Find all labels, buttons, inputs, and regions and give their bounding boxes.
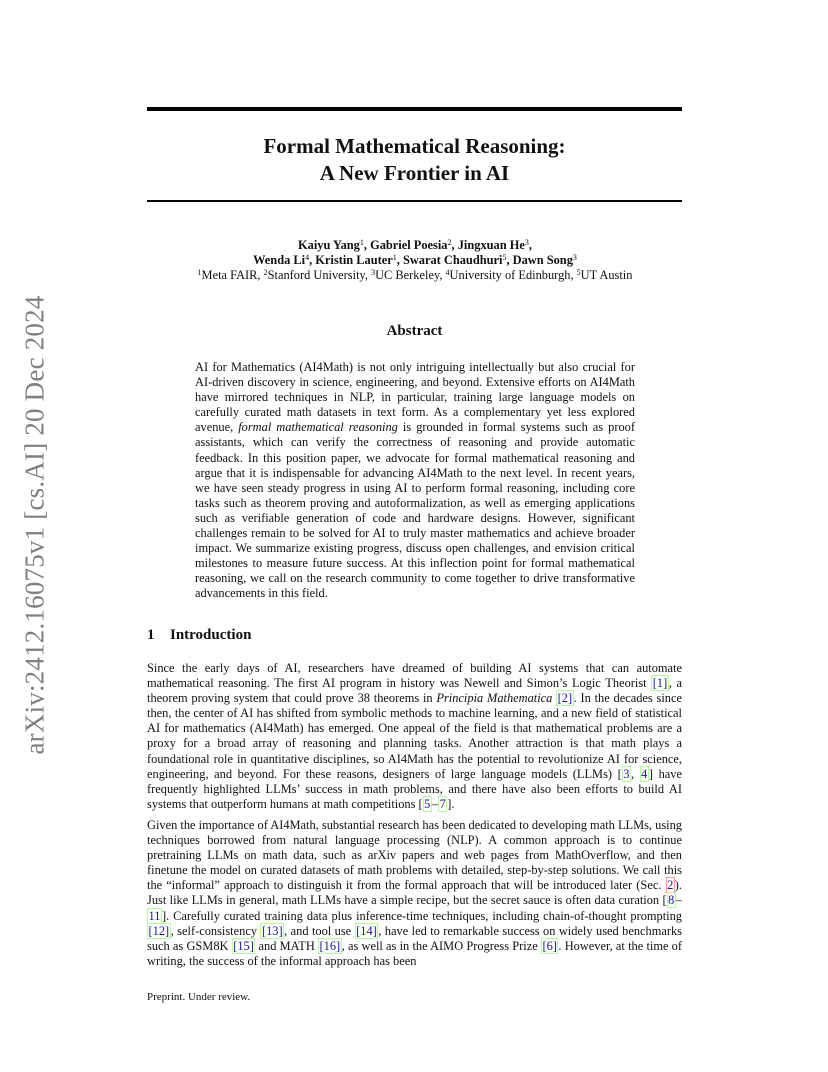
abstract-text [195,360,635,602]
citation-link[interactable]: 7 [439,796,446,811]
citation-link[interactable]: 11 [148,908,161,923]
author-affiliation-mark: 4 [305,253,310,262]
section-reference-link[interactable]: 2 [667,878,674,893]
paragraph-text: . However, at the time of writing, the success of the informal approach has been [147,938,682,968]
section-number: 1 [147,627,155,643]
citation-link[interactable]: 8 [668,893,675,908]
author-affiliation-mark: 3 [524,238,529,247]
affiliation-line [120,268,710,283]
paragraph-text: , as well as in the AIMO Progress Prize [341,938,541,953]
paragraph-text: and MATH [255,938,318,953]
citation-link[interactable]: [16] [319,938,341,953]
author-name: Wenda Li [253,253,306,267]
paragraph-text: ] have frequently highlighted LLMs’ success in math problems, and there have also been efforts to build AI systems that outperform humans at math competitions [ [147,766,682,811]
paragraph-text: ]. [447,796,455,811]
paragraph-text: – [431,796,439,811]
affiliation-name: Meta FAIR [201,268,258,282]
paragraph-text: Given the importance of AI4Math, substantial research has been dedicated to developing math LLMs, using techniques borrowed from natural language processing (NLP). A common approach is to continue pretraining LLMs on math data, such as arXiv papers and web pages from MathOverflow, and then finetune the model on curated datasets of math problems with detailed, step-by-step solutions. We call this the “informal” approach to distinguish it from the formal approach that will be introduced later (Sec. [147,818,682,893]
affiliation-name: University of Edinburgh [449,268,571,282]
citation-link[interactable]: [13] [261,923,283,938]
author-affiliation-mark: 1 [392,253,397,262]
author-name: Kristin Lauter [315,253,393,267]
paragraph-text: – [675,893,682,908]
paragraph-text: ]. Carefully curated training data plus inference-time techniques, including chain-of-thought prompting [161,908,682,923]
title-line-1: Formal Mathematical Reasoning: [263,134,566,158]
author-name: Gabriel Poesia [370,238,448,252]
citation-link[interactable]: 4 [641,766,648,781]
paragraph-text: Since the early days of AI, researchers have dreamed of building AI systems that can automate mathematical reasoning. The first AI program in history was Newell and Simon’s Logic Theorist [147,661,682,691]
affiliation-name: UT Austin [580,268,633,282]
citation-link[interactable]: [15] [233,938,254,953]
paragraph-text: . In the decades since then, the center of AI has shifted from symbolic methods to machine learning, and a new field of statistical AI for mathematics (AI4Math) has emerged. One appeal of the field is that mathematical problems are a proxy for a broad array of reasoning and planning tasks. Another attraction is that math plays a foundational role in quantitative disciplines, so AI4Math has the potential to revolutionize AI for science, engineering, and beyond. For these reasons, designers of large language models (LLMs) [ [147,691,682,781]
author-separator: , [451,238,458,252]
paragraph-text: , a theorem proving system that could prove 38 theorems in [147,676,682,706]
section-title: Introduction [170,627,252,643]
paragraph-text: , have led to remarkable success on widely used benchmarks such as GSM8K [147,923,683,953]
title-bottom-rule [147,200,682,202]
author-line-2 [120,253,710,268]
author-separator: , [506,253,513,267]
author-separator: , [528,238,532,252]
citation-link[interactable]: [2] [557,691,573,706]
author-name: Jingxuan He [457,238,525,252]
author-affiliation-mark: 3 [572,253,577,262]
affiliation-number: 2 [263,268,268,277]
arxiv-identifier-text: arXiv:2412.16075v1 [cs.AI] 20 Dec 2024 [19,295,50,755]
author-affiliation-mark: 1 [359,238,364,247]
affiliation-separator: , [439,268,446,282]
title-top-rule [147,107,682,111]
paper-title [147,133,682,187]
affiliation-number: 4 [445,268,450,277]
abstract-text-part: AI for Mathematics (AI4Math) is not only intriguing intellectually but also crucial for AI-driven discovery in science, engineering, and beyond. Extensive efforts on AI4Math have mirrored techniques in NLP, in particular, training large language models on carefully curated math datasets in text form. As a complementary yet less explored avenue, [195,360,635,435]
author-separator: , [309,253,316,267]
section-heading [147,627,251,644]
title-line-2: A New Frontier in AI [319,161,510,185]
author-separator: , [396,253,403,267]
citation-link[interactable]: [12] [148,923,170,938]
affiliation-number: 5 [576,268,581,277]
intro-paragraph-1 [147,661,682,812]
citation-link[interactable]: 5 [424,796,431,811]
affiliation-separator: , [364,268,372,282]
abstract-text-part: is grounded in formal systems such as proof assistants, which can verify the correctness of reasoning and provide automatic feedback. In this position paper, we advocate for formal mathematical reasoning and argue that it is indispensable for advancing AI4Math to the next level. In recent years, we have seen steady progress in using AI to perform formal reasoning, including core tasks such as theorem proving and autoformalization, as well as emerging applications such as verifiable generation of code and hardware designs. However, significant challenges remain to be solved for AI to truly master mathematics and achieve broader impact. We summarize existing progress, discuss open challenges, and envision critical milestones to measure future success. At this inflection point for formal mathematical reasoning, we call on the research community to come together to drive transformative advancements in this field. [195,420,636,601]
affiliation-separator: , [257,268,264,282]
affiliation-name: Stanford University [267,268,365,282]
author-affiliation-mark: 5 [502,253,507,262]
author-block [120,238,710,283]
book-title: Principia Mathematica [436,691,553,706]
paragraph-text: , [630,766,640,781]
affiliation-name: UC Berkeley [375,268,440,282]
citation-link[interactable]: [1] [652,676,668,691]
intro-paragraph-2 [147,818,682,969]
author-line-1 [120,238,710,253]
paragraph-text: , and tool use [284,923,355,938]
abstract-heading: Abstract [386,323,443,339]
affiliation-number: 3 [371,268,376,277]
affiliation-number: 1 [197,268,202,277]
author-name: Dawn Song [512,253,573,267]
citation-link[interactable]: 3 [623,766,630,781]
paragraph-text: ). Just like LLMs in general, math LLMs have a simple recipe, but the secret sauce is often data curation [ [147,878,682,908]
author-name: Kaiyu Yang [298,238,360,252]
author-separator: , [363,238,371,252]
paragraph-text: , self-consistency [170,923,261,938]
affiliation-separator: , [570,268,577,282]
author-name: Swarat Chaudhuri [402,253,503,267]
citation-link[interactable]: [14] [356,923,377,938]
preprint-footer: Preprint. Under review. [147,991,251,1003]
abstract-emphasis: formal mathematical reasoning [238,420,398,435]
citation-link[interactable]: [6] [542,938,557,953]
arxiv-identifier-margin [20,290,50,760]
author-affiliation-mark: 2 [447,238,452,247]
